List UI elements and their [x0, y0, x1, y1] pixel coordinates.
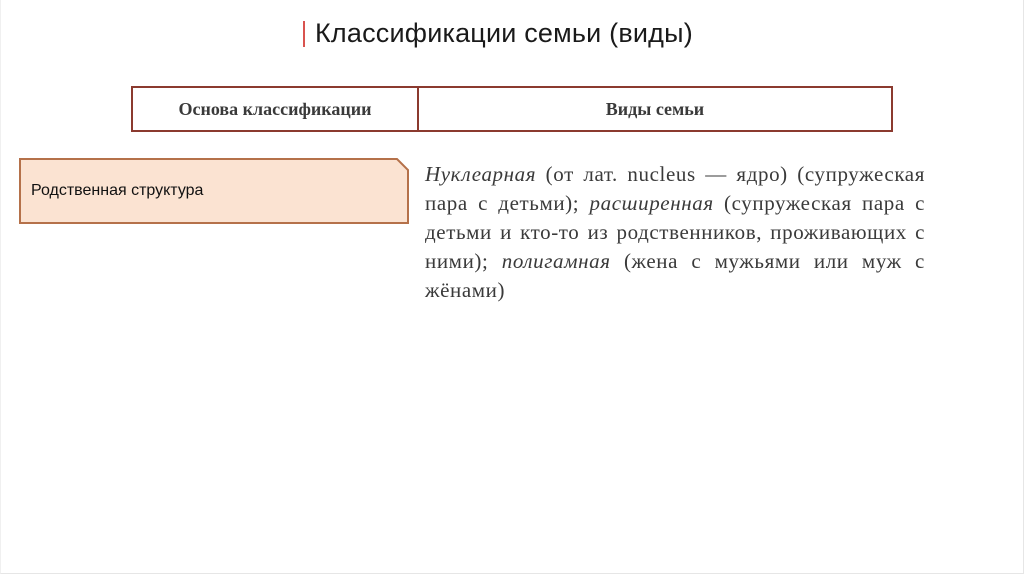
type-extended: расширенная [589, 191, 714, 215]
desc-part-3: (жена с мужьями или муж с жёнами) [425, 249, 925, 302]
type-polygamous: полигамная [501, 249, 611, 273]
basis-label-text: Родственная структура [31, 182, 204, 199]
title-accent-bar [303, 21, 305, 47]
title-area [303, 18, 693, 49]
header-basis: Основа классификации [133, 88, 419, 130]
desc-part-2: (супружеская пара с детьми и кто-то из родственников, проживающих с ними); [425, 191, 925, 273]
family-types-description [425, 160, 925, 305]
basis-label-box [19, 158, 409, 224]
classification-table-header [131, 86, 893, 132]
header-family-types: Виды семьи [605, 98, 705, 119]
type-nuclear: Нуклеарная [425, 162, 537, 186]
desc-part-1: (от лат. nucleus — ядро) (супружеская пара с детьми); [425, 162, 925, 215]
slide-title: Классификации семьи (виды) [315, 18, 693, 48]
